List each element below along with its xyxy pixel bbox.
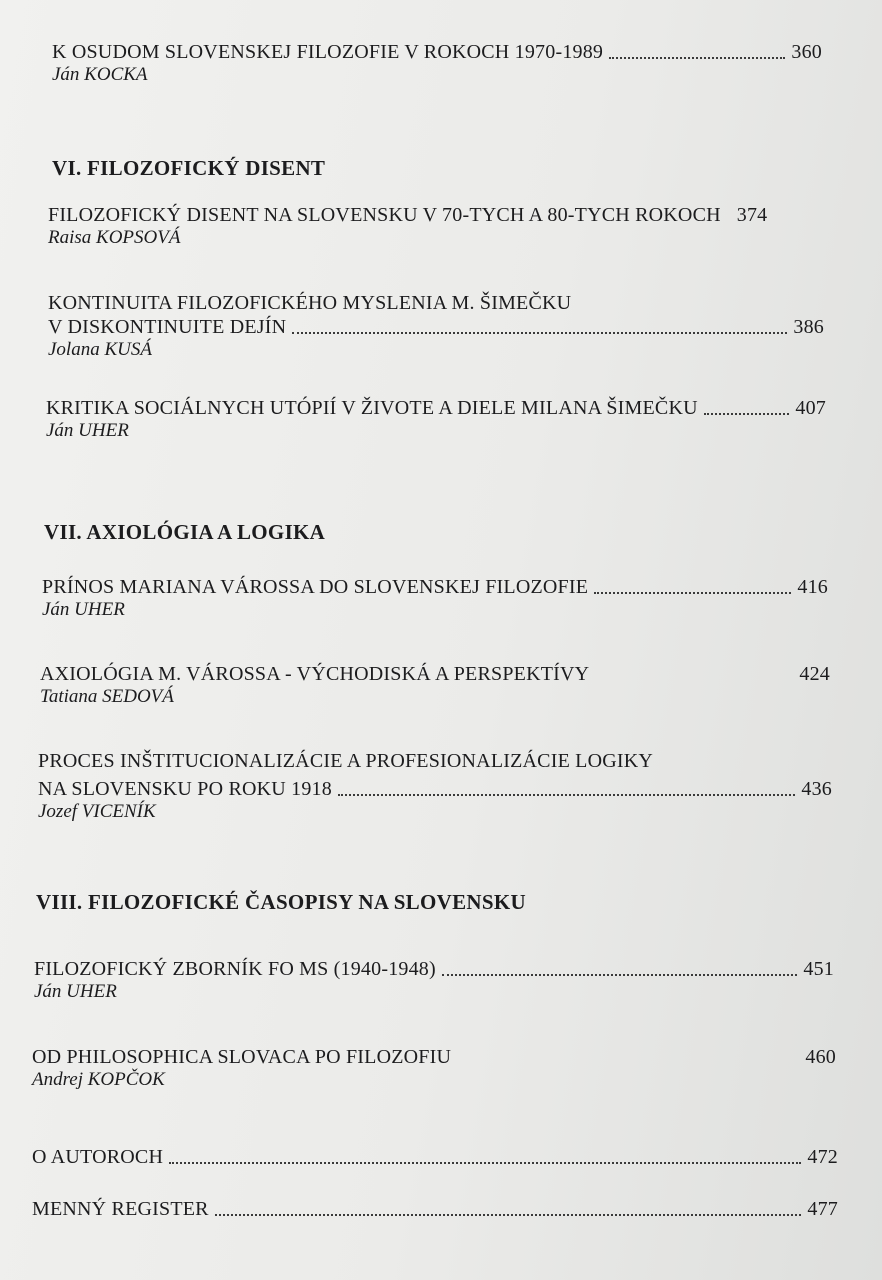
toc-entry [32,1145,838,1169]
dot-leader [704,413,790,415]
toc-entry [32,1045,836,1091]
dot-leader [609,57,785,59]
page-number: 451 [803,958,834,980]
dot-leader [169,1162,801,1164]
entry-title: AXIOLÓGIA M. VÁROSSA - VÝCHODISKÁ A PERSPEKTÍVY [40,663,590,685]
entry-title: PROCES INŠTITUCIONALIZÁCIE A PROFESIONALIZÁCIE LOGIKY [38,750,654,772]
entry-author: Ján KOCKA [52,64,148,85]
entry-title: K OSUDOM SLOVENSKEJ FILOZOFIE V ROKOCH 1970-1989 [52,41,604,63]
page-number: 460 [805,1046,836,1068]
entry-author: Tatiana SEDOVÁ [40,686,174,707]
entry-title-continued: V DISKONTINUITE DEJÍN [48,316,287,338]
entry-author: Ján UHER [46,420,129,441]
section-heading: VII. AXIOLÓGIA A LOGIKA [44,520,326,544]
entry-author: Raisa KOPSOVÁ [48,227,181,248]
dot-leader [215,1214,802,1216]
section-heading: VIII. FILOZOFICKÉ ČASOPISY NA SLOVENSKU [36,890,526,914]
entry-title: OD PHILOSOPHICA SLOVACA PO FILOZOFIU [32,1046,452,1068]
page-number: 424 [799,663,830,685]
page-number: 386 [793,316,824,338]
dot-leader [594,592,791,594]
entry-title: FILOZOFICKÝ ZBORNÍK FO MS (1940-1948) [34,958,436,980]
dot-leader [338,794,795,796]
toc-entry [52,40,822,86]
toc-entry [48,291,824,361]
entry-author: Jozef VICENÍK [38,801,156,822]
section-heading: VI. FILOZOFICKÝ DISENT [52,156,326,180]
dot-leader [442,974,798,976]
toc-entry [38,749,832,823]
page-number: 374 [736,204,768,226]
entry-title: KRITIKA SOCIÁLNYCH UTÓPIÍ V ŽIVOTE A DIELE MILANA ŠIMEČKU [46,397,698,419]
entry-title: MENNÝ REGISTER [32,1198,209,1220]
page-number: 436 [801,778,832,800]
toc-entry [48,203,822,249]
entry-author: Jolana KUSÁ [48,339,152,360]
entry-title-continued: NA SLOVENSKU PO ROKU 1918 [38,778,332,800]
toc-entry [34,957,834,1003]
toc-entry [32,1197,838,1221]
toc-entry [46,396,826,442]
toc-entry [40,662,830,708]
page-number: 416 [797,576,828,598]
entry-author: Andrej KOPČOK [32,1069,165,1090]
entry-title: O AUTOROCH [32,1146,164,1168]
page-number: 360 [791,41,822,63]
page-number: 407 [795,397,826,419]
entry-author: Ján UHER [34,981,117,1002]
entry-title: PRÍNOS MARIANA VÁROSSA DO SLOVENSKEJ FILOZOFIE [42,576,589,598]
entry-title: KONTINUITA FILOZOFICKÉHO MYSLENIA M. ŠIMEČKU [48,292,572,314]
entry-author: Ján UHER [42,599,125,620]
page-number: 477 [807,1198,838,1220]
entry-title: FILOZOFICKÝ DISENT NA SLOVENSKU V 70-TYCH A 80-TYCH ROKOCH [48,204,721,226]
page-number: 472 [807,1146,838,1168]
dot-leader [292,332,787,334]
toc-entry [42,575,828,621]
